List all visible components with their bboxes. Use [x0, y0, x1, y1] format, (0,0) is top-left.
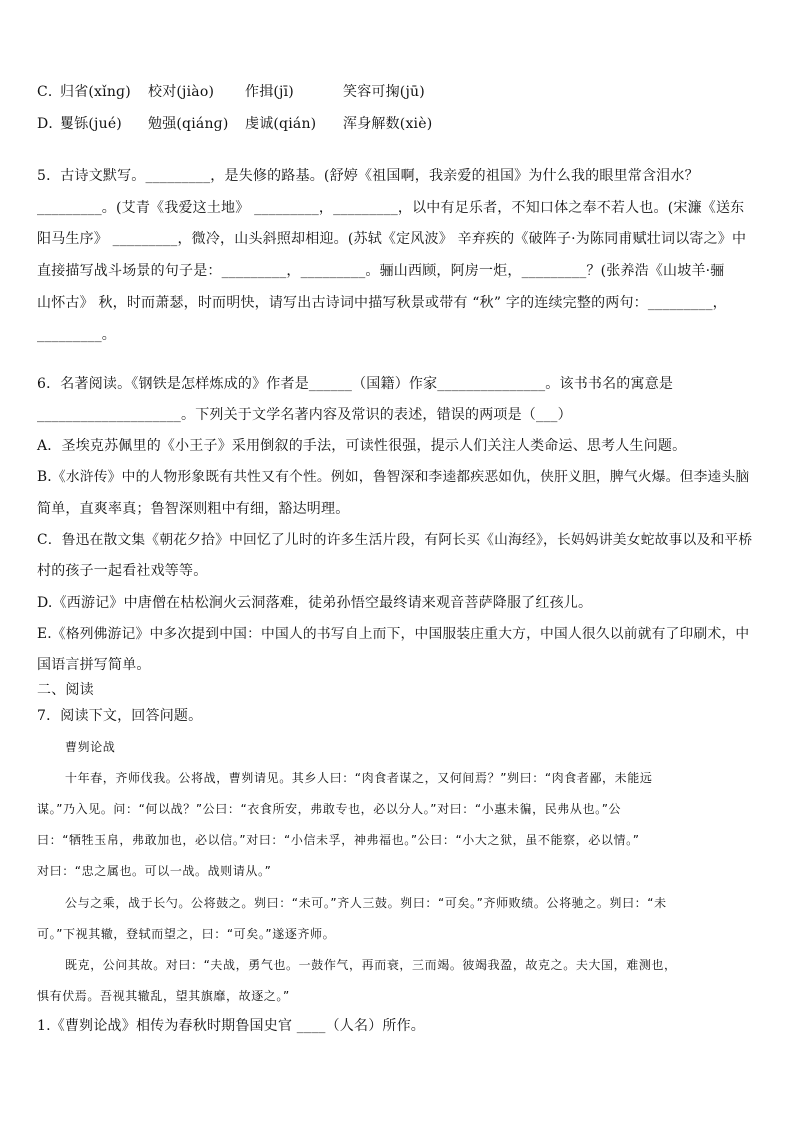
q5-line-5: 山怀古》 秋，时而萧瑟，时而明快，请写出古诗词中描写秋景或带有 “秋” 字的连续完整的两句：_________，: [37, 295, 727, 311]
passage-title: 曹刿论战: [65, 740, 116, 754]
q5-line-4: 直接描写战斗场景的句子是：_________，_________。骊山西顾，阿房一炬，_________？(张养浩《山坡羊·骊: [37, 263, 725, 279]
passage-line-7: 既克，公问其故。对曰：“夫战，勇气也。一鼓作气，再而衰，三而竭。彼竭我盈，故克之。夫大国，难测也，: [65, 958, 677, 972]
q5-line-6: _________。: [37, 327, 116, 343]
passage-line-5: 公与之乘，战于长勺。公将鼓之。刿曰：“未可。”齐人三鼓。刿曰：“可矣。”齐师败绩。公将驰之。刿曰：“未: [65, 896, 667, 910]
q6-option-a: A．圣埃克苏佩里的《小王子》采用倒叙的手法，可读性很强，提示人们关注人类命运、思考人生问题。: [37, 438, 687, 454]
option-c-row: [37, 83, 597, 101]
passage-line-1: 十年春，齐师伐我。公将战，曹刿请见。其乡人曰：“肉食者谋之，又何间焉？”刿曰：“肉食者鄙，未能远: [65, 771, 653, 785]
q6-line-2: ____________________。下列关于文学名著内容及常识的表述，错误的两项是（___）: [37, 407, 572, 423]
option-c-label: C．: [37, 84, 63, 100]
q6-option-c-line-1: C．鲁迅在散文集《朝花夕拾》中回忆了儿时的许多生活片段，有阿长买《山海经》，长妈妈讲美女蛇故事以及和平桥: [37, 532, 753, 548]
q6-option-b-line-1: B.《水浒传》中的人物形象既有共性又有个性。例如，鲁智深和李逵都疾恶如仇，侠肝义胆，脾气火爆。但李逵头脑: [37, 469, 750, 485]
q7-title: 7．阅读下文，回答问题。: [37, 708, 203, 724]
option-d-item-4: 浑身解数(xiè): [343, 116, 433, 132]
q6-line-1: 6．名著阅读。《钢铁是怎样炼成的》作者是______（国籍）作家_______________。该书书名的寓意是: [37, 376, 674, 392]
option-d-item-2: 勉强(qiánɡ): [148, 116, 229, 132]
passage-line-6: 可。”下视其辙，登轼而望之，曰：“可矣。”遂逐齐师。: [37, 927, 336, 941]
option-d-item-1: 矍铄(jué): [60, 116, 122, 132]
passage-line-2: 谋。”乃入见。问：“何以战？”公曰：“衣食所安，弗敢专也，必以分人。”对曰：“小惠未徧，民弗从也。”公: [37, 802, 622, 816]
q5-line-3: 阳马生序》 _________，微冷，山头斜照却相迎。(苏轼《定风波》 辛弃疾的《破阵子·为陈同甫赋壮词以寄之》中: [37, 231, 747, 247]
q6-option-d: D.《西游记》中唐僧在枯松涧火云洞落难，徒弟孙悟空最终请来观音菩萨降服了红孩儿。: [37, 595, 593, 611]
q6-option-c-line-2: 村的孩子一起看社戏等等。: [37, 563, 208, 579]
q6-option-b-line-2: 简单，直爽率真；鲁智深则粗中有细，豁达明理。: [37, 501, 350, 517]
option-d-label: D．: [37, 116, 63, 132]
option-c-item-2: 校对(jiào): [148, 84, 215, 100]
q7-sub-question-1: 1.《曹刿论战》相传为春秋时期鲁国史官 ____（人名）所作。: [37, 1018, 426, 1034]
option-d-item-3: 虔诚(qián): [245, 116, 317, 132]
option-c-item-4: 笑容可掬(jū): [343, 84, 425, 100]
q5-line-2: _________。(艾青《我爱这土地》 _________，_________，以中有足乐者，不知口体之奉不若人也。(宋濂《送东: [37, 200, 745, 216]
section-two-heading: 二、阅读: [37, 682, 94, 698]
passage-line-3: 曰：“牺牲玉帛，弗敢加也，必以信。”对曰：“小信未孚，神弗福也。”公曰：“小大之狱，虽不能察，必以情。”: [37, 833, 640, 847]
q5-line-1: 5．古诗文默写。_________，是失修的路基。(舒婷《祖国啊，我亲爱的祖国》为什么我的眼里常含泪水？: [37, 168, 699, 184]
q6-option-e-line-2: 国语言拼写简单。: [37, 657, 151, 673]
q6-option-e-line-1: E.《格列佛游记》中多次提到中国：中国人的书写自上而下，中国服装庄重大方，中国人很久以前就有了印刷术，中: [37, 626, 750, 642]
option-c-item-3: 作揖(jī): [245, 84, 294, 100]
option-d-row: [37, 115, 597, 133]
option-c-item-1: 归省(xǐnɡ): [60, 84, 131, 100]
passage-line-4: 对曰：“忠之属也。可以一战。战则请从。”: [37, 864, 272, 878]
passage-line-8: 惧有伏焉。吾视其辙乱，望其旗靡，故逐之。”: [37, 989, 290, 1003]
